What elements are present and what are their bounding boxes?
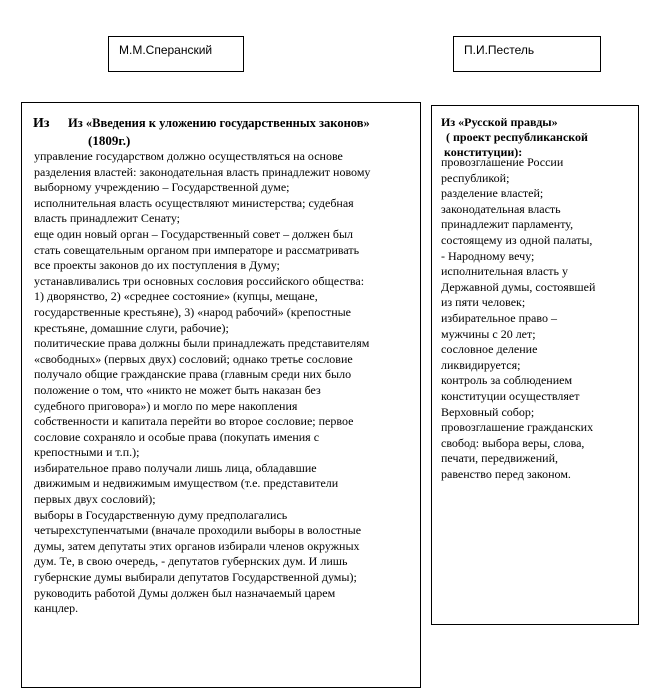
speranski-body [34, 149, 370, 617]
text-line: из пяти человек; [441, 295, 526, 310]
text-line: выборному учреждению – Государственной думе; [34, 180, 290, 195]
text-line: управление государством должно осуществляться на основе [34, 149, 343, 163]
text-line: крестьяне, домашние слуги, рабочие); [34, 320, 229, 335]
text-line: ликвидируется; [441, 357, 521, 372]
text-line: канцлер. [34, 601, 79, 616]
speranski-text-box [21, 102, 421, 688]
pestel-text-box [431, 105, 639, 625]
text-line: состоящему из одной палаты, [441, 232, 593, 247]
text-line: четырехступенчатыми (вначале проходили выборы в волостные [34, 523, 362, 538]
text-line: крепостными и т.п.); [34, 445, 140, 460]
text-line: все проекты законов до их поступления в Думу; [34, 258, 280, 273]
pestel-subtitle-2: конституции): [444, 145, 523, 159]
pestel-name-box [453, 36, 601, 72]
text-line: выборы в Государственную думу предполагались [34, 507, 288, 522]
text-line: исполнительная власть у [441, 264, 569, 279]
speranski-name: М.М.Сперанский [119, 43, 213, 57]
text-line: свобод: выбора веры, слова, [441, 435, 585, 450]
pestel-body [441, 155, 595, 482]
text-line: разделения властей: законодательная власть принадлежит новому [34, 164, 371, 179]
text-line: «свободных» (первых двух) сословий; однако третье сословие [34, 351, 353, 366]
text-line: принадлежит парламенту, [441, 217, 574, 232]
text-line: губернские думы выбирали депутатов Государственной думы); [34, 570, 357, 585]
speranski-prefix: Из [33, 116, 50, 131]
pestel-name: П.И.Пестель [464, 43, 535, 57]
text-line: республикой; [441, 170, 510, 185]
text-line: конституции осуществляет [441, 388, 580, 403]
text-line: 1) дворянство, 2) «среднее состояние» (купцы, мещане, [34, 289, 318, 304]
pestel-subtitle-1: ( проект республиканской [446, 130, 588, 144]
text-line: собственности и капитала перейти во второе сословие; первое [34, 414, 354, 429]
text-line: законодательная власть [441, 201, 561, 216]
speranski-year: (1809г.) [88, 133, 131, 148]
text-line: - Народному вечу; [441, 248, 535, 263]
text-line: государственные крестьяне), 3) «народ рабочий» (крепостные [34, 304, 352, 319]
text-line: думы, затем депутаты этих органов избирали членов окружных [34, 538, 360, 553]
text-line: избирательное право – [441, 310, 557, 325]
text-line: дум. Те, в свою очередь, - депутатов губернских дум. И лишь [34, 554, 348, 569]
text-line: провозглашение России [441, 155, 564, 169]
text-line: исполнительная власть осуществляют министерства; судебная [34, 195, 354, 210]
text-line: печати, передвижений, [441, 451, 558, 466]
text-line: политические права должны были принадлежать представителям [34, 336, 370, 351]
text-line: контроль за соблюдением [441, 373, 573, 388]
text-line: избирательное право получали лишь лица, обладавшие [34, 460, 317, 475]
text-line: сословие сохраняло и особые права (покупать имения с [34, 429, 320, 444]
text-line: Верховный собор; [441, 404, 535, 419]
text-line: руководить работой Думы должен был назначаемый царем [34, 585, 336, 600]
speranski-title: Из «Введения к уложению государственных законов» [68, 116, 370, 130]
text-line: еще один новый орган – Государственный совет – должен был [34, 226, 354, 241]
text-line: Державной думы, состоявшей [441, 279, 596, 294]
pestel-title: Из «Русской правды» [441, 115, 558, 129]
text-line: равенство перед законом. [441, 466, 571, 481]
text-line: провозглашение гражданских [441, 420, 594, 435]
text-line: сословное деление [441, 342, 538, 357]
text-line: положение о том, что «никто не может быть наказан без [34, 382, 321, 397]
text-line: устанавливались три основных сословия российского общества: [34, 273, 365, 288]
text-line: стать совещательным органом при императоре и рассматривать [34, 242, 360, 257]
speranski-name-box [108, 36, 244, 72]
text-line: движимым и недвижимым имуществом (т.е. представители [34, 476, 339, 491]
text-line: судебного приговора») и могло по мере накопления [34, 398, 298, 413]
text-line: власть принадлежит Сенату; [34, 211, 181, 226]
text-line: разделение властей; [441, 186, 544, 201]
text-line: получало общие гражданские права (главным среди них было [34, 367, 352, 382]
text-line: первых двух сословий); [34, 492, 156, 507]
text-line: мужчины с 20 лет; [441, 326, 536, 341]
